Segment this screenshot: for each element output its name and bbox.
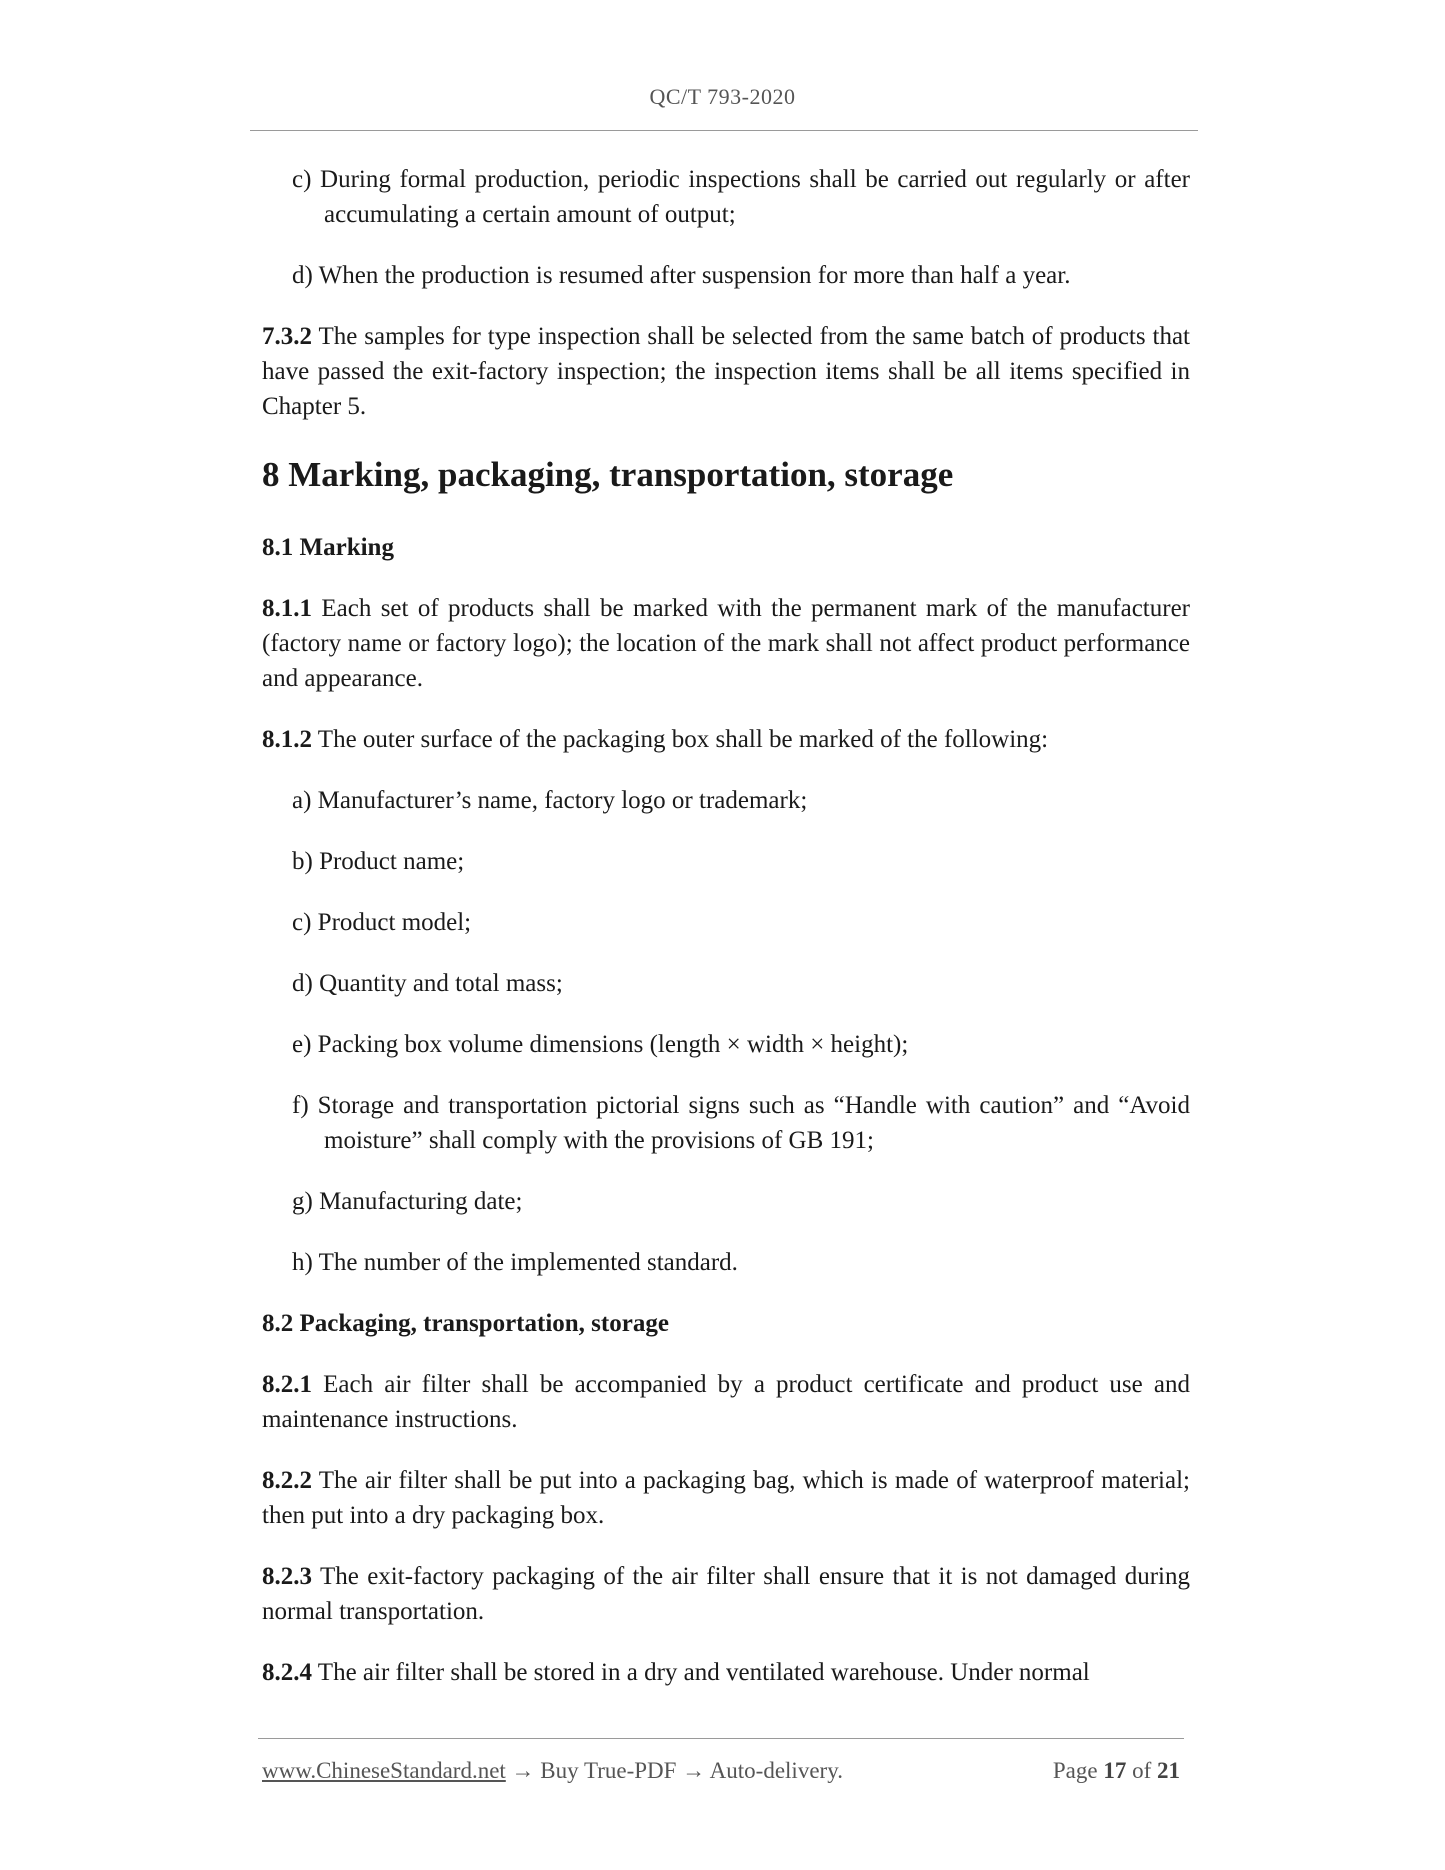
clause-number: 8.2.1 <box>262 1371 312 1398</box>
clause-number: 8.2.4 <box>262 1659 312 1686</box>
clause-number: 8.2.3 <box>262 1563 312 1590</box>
section-8-heading: 8 Marking, packaging, transportation, storage <box>262 455 954 494</box>
marking-item-c: c) Product model; <box>292 909 472 936</box>
buy-pdf-text: Buy True-PDF <box>540 1758 677 1783</box>
list-item-c: c) During formal production, periodic inspections shall be carried out regularly or after accumulating a certain amount of output; <box>292 166 1190 228</box>
marking-item-d: d) Quantity and total mass; <box>292 970 563 997</box>
clause-number: 8.1.1 <box>262 595 312 622</box>
clause-text: The exit-factory packaging of the air filter shall ensure that it is not damaged during normal transportation. <box>262 1563 1190 1625</box>
marking-item-f: f) Storage and transportation pictorial signs such as “Handle with caution” and “Avoid moisture” shall comply with the provisions of GB 191; <box>292 1092 1190 1154</box>
page-label: Page <box>1052 1758 1098 1783</box>
marking-item-a: a) Manufacturer’s name, factory logo or trademark; <box>292 787 808 814</box>
clause-8-2-1 <box>262 1367 1190 1437</box>
of-label: of <box>1132 1758 1152 1783</box>
clause-text: Each set of products shall be marked with the permanent mark of the manufacturer (factory name or factory logo); the location of the mark shall not affect product performance and appearance. <box>262 595 1190 692</box>
website-link[interactable]: www.ChineseStandard.net <box>262 1758 506 1783</box>
clause-number: 7.3.2 <box>262 323 312 350</box>
clause-8-2-3 <box>262 1559 1190 1629</box>
arrow-right-icon: → <box>682 1758 706 1783</box>
document-body <box>262 162 1190 1716</box>
clause-8-2-4 <box>262 1655 1190 1690</box>
clause-text: The air filter shall be stored in a dry and ventilated warehouse. Under normal <box>312 1659 1090 1686</box>
clause-8-1-2 <box>262 722 1190 757</box>
subsection-8-2-heading: 8.2 Packaging, transportation, storage <box>262 1310 669 1337</box>
clause-number: 8.1.2 <box>262 726 312 753</box>
footer-divider <box>258 1738 1184 1739</box>
clause-text: Each air filter shall be accompanied by a product certificate and product use and maintenance instructions. <box>262 1371 1190 1433</box>
arrow-right-icon: → <box>511 1758 535 1783</box>
total-page-number: 21 <box>1157 1758 1180 1783</box>
list-item-d: d) When the production is resumed after suspension for more than half a year. <box>292 262 1071 289</box>
clause-number: 8.2.2 <box>262 1467 312 1494</box>
header-divider <box>250 130 1198 131</box>
clause-text: The outer surface of the packaging box shall be marked of the following: <box>312 726 1049 753</box>
document-id-header: QC/T 793-2020 <box>649 84 796 109</box>
current-page-number: 17 <box>1103 1758 1127 1783</box>
marking-item-h: h) The number of the implemented standard. <box>292 1249 738 1276</box>
clause-7-3-2 <box>262 319 1190 424</box>
marking-item-e: e) Packing box volume dimensions (length × width × height); <box>292 1031 909 1058</box>
page-counter <box>1053 1758 1180 1784</box>
footer-promo <box>262 1758 843 1784</box>
subsection-8-1-heading: 8.1 Marking <box>262 534 394 561</box>
clause-text: The samples for type inspection shall be selected from the same batch of products that have passed the exit-factory inspection; the inspection items shall be all items specified in Chapter 5. <box>262 323 1190 420</box>
clause-8-2-2 <box>262 1463 1190 1533</box>
clause-8-1-1 <box>262 591 1190 696</box>
marking-item-g: g) Manufacturing date; <box>292 1188 523 1215</box>
auto-delivery-text: Auto-delivery. <box>709 1758 843 1783</box>
clause-text: The air filter shall be put into a packaging bag, which is made of waterproof material; then put into a dry packaging box. <box>262 1467 1190 1529</box>
marking-item-b: b) Product name; <box>292 848 465 875</box>
